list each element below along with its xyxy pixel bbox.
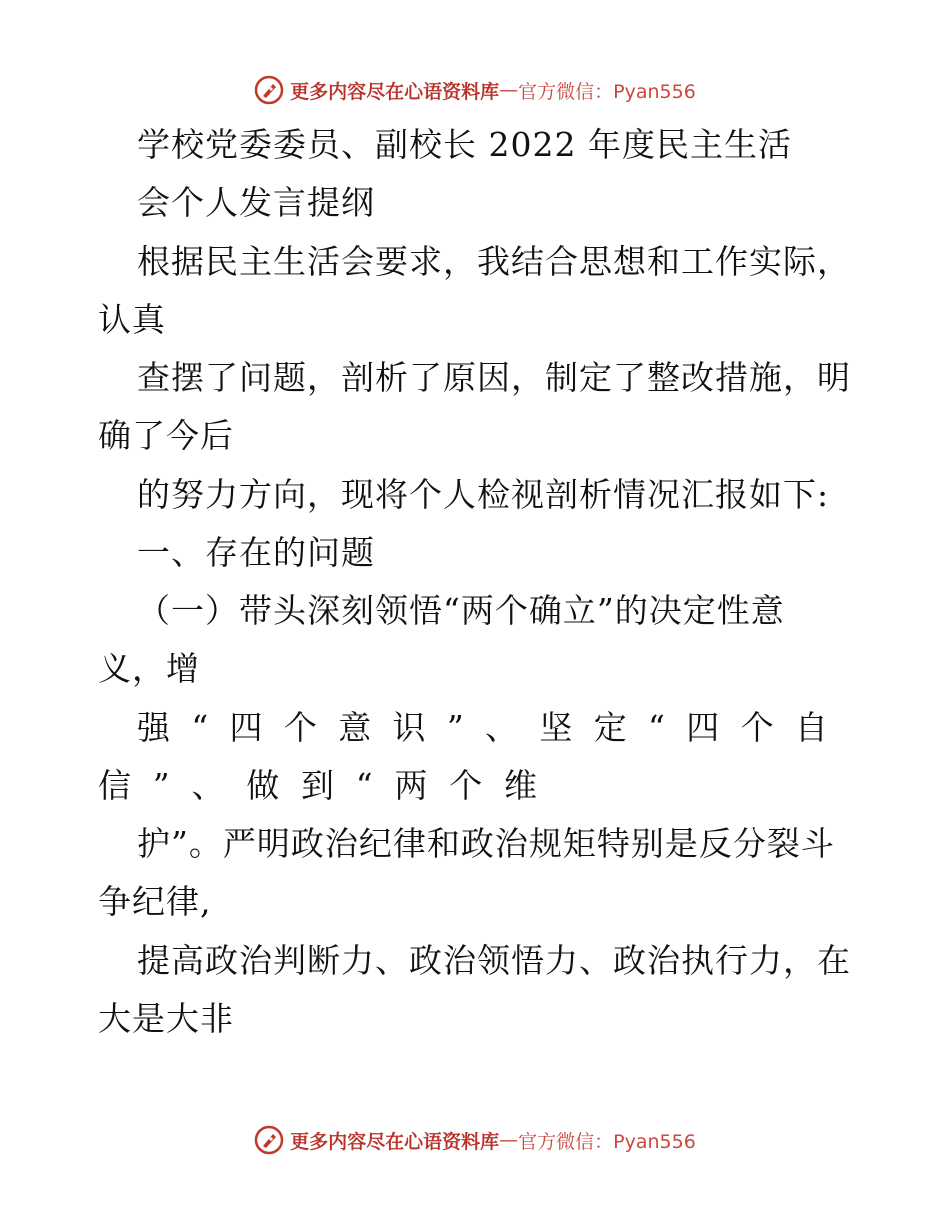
spread-char: 做	[246, 766, 281, 805]
spread-paragraph-line	[98, 762, 538, 810]
title-line-2: 会个人发言提纲	[137, 183, 375, 222]
spread-char: 信	[98, 766, 132, 805]
spread-char: 个	[283, 708, 318, 747]
spread-char: ”	[446, 708, 465, 747]
watermark-main-text: 更多内容尽在心语资料库	[290, 1130, 500, 1153]
spread-paragraph-line	[137, 704, 829, 752]
spread-char: “	[355, 766, 374, 805]
section-heading: 一、存在的问题	[137, 533, 375, 572]
spread-char: 维	[504, 766, 538, 805]
spread-char: 意	[338, 708, 373, 747]
spread-char: 四	[686, 708, 721, 747]
spread-char: 定	[593, 708, 628, 747]
spread-char: 识	[392, 708, 427, 747]
pen-nib-logo-icon	[254, 1125, 284, 1155]
spread-char: “	[191, 708, 210, 747]
subsection-heading: （一）带头深刻领悟“两个确立”的决定性意	[137, 591, 785, 630]
spread-char: 到	[301, 766, 335, 805]
paragraph-line: 提高政治判断力、政治领悟力、政治执行力，在	[137, 941, 851, 980]
spread-char: 坚	[539, 708, 574, 747]
spread-char: “	[648, 708, 666, 747]
paragraph-line: 根据民主生活会要求，我结合思想和工作实际，	[137, 242, 851, 281]
paragraph-line: 确了今后	[98, 416, 234, 455]
footer-watermark	[0, 1120, 950, 1160]
spread-char: 自	[794, 708, 829, 747]
spread-char: 两	[394, 766, 429, 805]
paragraph-line: 争纪律,	[98, 882, 212, 921]
watermark-main-text: 更多内容尽在心语资料库	[290, 80, 500, 103]
title-line-1: 学校党委委员、副校长 2022 年度民主生活	[137, 125, 792, 164]
spread-char: 、	[485, 708, 520, 747]
paragraph-line: 护”。严明政治纪律和政治规矩特别是反分裂斗	[137, 824, 835, 863]
paragraph-line: 认真	[98, 300, 166, 339]
paragraph-line: 查摆了问题，剖析了原因，制定了整改措施，明	[137, 358, 851, 397]
pen-nib-logo-icon	[254, 75, 284, 105]
spread-char: 、	[191, 766, 226, 805]
spread-char: 强	[137, 708, 171, 747]
watermark-dash: —	[499, 1129, 519, 1151]
spread-char: 四	[229, 708, 264, 747]
watermark-sub-text: 官方微信：Pyan556	[518, 1130, 696, 1153]
spread-char: ”	[152, 766, 171, 805]
watermark-sub-text: 官方微信：Pyan556	[518, 80, 696, 103]
paragraph-line: 的努力方向，现将个人检视剖析情况汇报如下:	[137, 475, 830, 514]
watermark-dash: —	[499, 79, 519, 101]
header-watermark	[0, 70, 950, 110]
paragraph-line: 义，增	[98, 649, 200, 688]
spread-char: 个	[449, 766, 484, 805]
paragraph-line: 大是大非	[98, 999, 234, 1038]
spread-char: 个	[740, 708, 775, 747]
